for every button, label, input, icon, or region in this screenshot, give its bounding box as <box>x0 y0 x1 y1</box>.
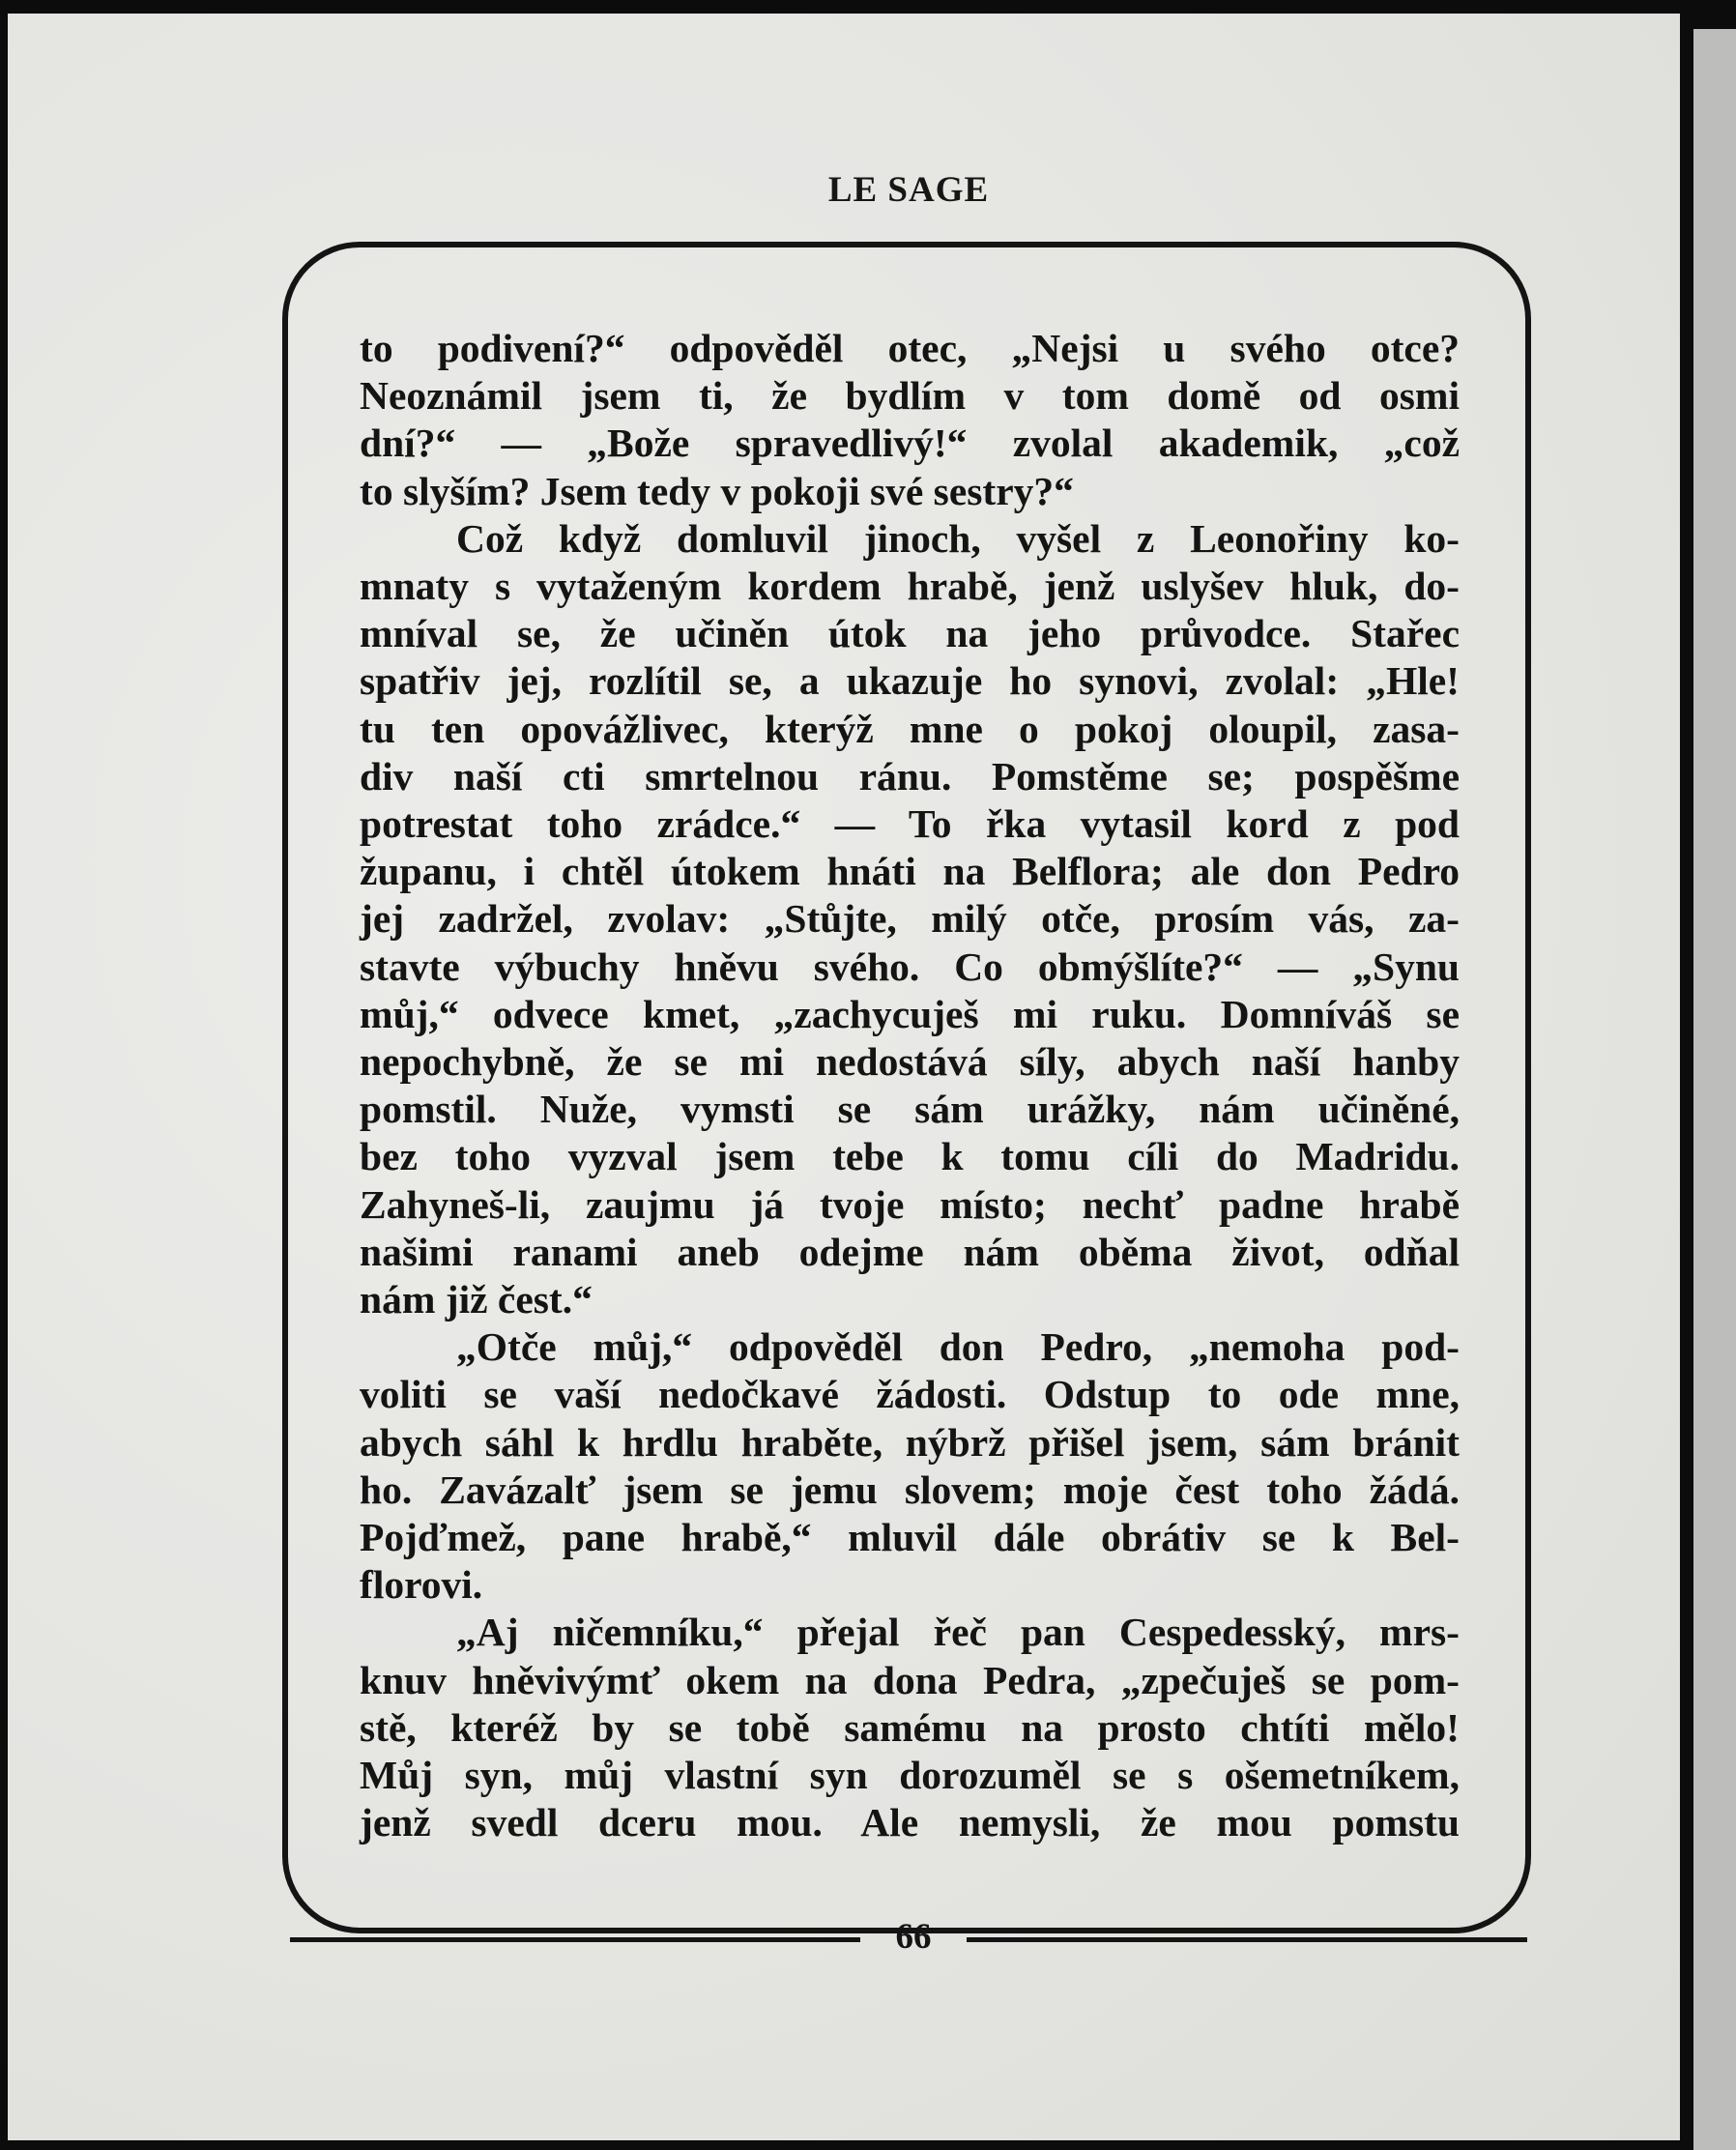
text-line: to slyším? Jsem tedy v pokoji své sestry?“ <box>360 468 1074 513</box>
text-line: mnaty s vytaženým kordem hrabě, jenž uslyšev hluk, do- <box>360 564 1460 609</box>
text-line: ho. Zavázalť jsem se jemu slovem; moje čest toho žádá. <box>360 1467 1460 1512</box>
text-line: knuv hněvivýmť okem na dona Pedra, „zpečuješ se pom- <box>360 1657 1460 1702</box>
text-line: abych sáhl k hrdlu hraběte, nýbrž přišel jsem, sám bránit <box>360 1419 1460 1465</box>
text-line: to podivení?“ odpověděl otec, „Nejsi u svého otce? <box>360 326 1460 370</box>
text-line: našimi ranami aneb odejme nám oběma život, odňal <box>360 1229 1460 1274</box>
text-line: „Aj ničemníku,“ přejal řeč pan Cespedesský, mrs- <box>456 1610 1460 1655</box>
text-line: voliti se vaší nedočkavé žádosti. Odstup to ode mne, <box>360 1372 1460 1417</box>
text-line: florovi. <box>360 1562 483 1608</box>
page-number: 66 <box>895 1917 932 1957</box>
text-line: „Otče můj,“ odpověděl don Pedro, „nemoha pod- <box>456 1324 1460 1370</box>
text-line: mníval se, že učiněn útok na jeho průvodce. Stařec <box>360 611 1460 656</box>
text-line: pomstil. Nuže, vymsti se sám urážky, nám učiněné, <box>360 1087 1460 1132</box>
text-line: můj,“ odvece kmet, „zachycuješ mi ruku. Domníváš se <box>360 991 1460 1036</box>
footer-rule-left <box>290 1937 860 1942</box>
text-line: div naší cti smrtelnou ránu. Pomstěme se; pospěšme <box>360 753 1460 799</box>
text-line: dní?“ — „Bože spravedlivý!“ zvolal akademik, „což <box>360 421 1460 466</box>
text-line: Což když domluvil jinoch, vyšel z Leonořiny ko- <box>456 515 1460 561</box>
text-line: Zahyneš-li, zaujmu já tvoje místo; nechť padne hrabě <box>360 1181 1460 1227</box>
text-line: tu ten opovážlivec, kterýž mne o pokoj oloupil, zasa- <box>360 706 1460 751</box>
text-line: bez toho vyzval jsem tebe k tomu cíli do Madridu. <box>360 1134 1460 1179</box>
text-line: spatřiv jej, rozlítil se, a ukazuje ho synovi, zvolal: „Hle! <box>360 658 1460 704</box>
text-line: stě, kteréž by se tobě samému na prosto chtíti mělo! <box>360 1704 1460 1750</box>
next-page-edge <box>1693 29 1736 2150</box>
text-line: jenž svedl dceru mou. Ale nemysli, že mou pomstu <box>360 1800 1460 1845</box>
text-line: jej zadržel, zvolav: „Stůjte, milý otče, prosím vás, za- <box>360 896 1460 942</box>
text-line: nám již čest.“ <box>360 1277 593 1322</box>
body-text <box>360 325 1460 1847</box>
text-line: županu, i chtěl útokem hnáti na Belflora; ale don Pedro <box>360 849 1460 894</box>
text-line: potrestat toho zrádce.“ — To řka vytasil kord z pod <box>360 801 1460 847</box>
running-head: LE SAGE <box>827 170 990 210</box>
text-line: Pojďmež, pane hrabě,“ mluvil dále obrátiv se k Bel- <box>360 1515 1460 1560</box>
footer-rule-right <box>967 1937 1527 1942</box>
text-line: Můj syn, můj vlastní syn dorozuměl se s ošemetníkem, <box>360 1753 1460 1798</box>
text-line: stavte výbuchy hněvu svého. Co obmýšlíte?“ — „Synu <box>360 944 1460 989</box>
text-line: nepochybně, že se mi nedostává síly, abych naší hanby <box>360 1039 1460 1085</box>
text-line: Neoznámil jsem ti, že bydlím v tom domě od osmi <box>360 373 1460 419</box>
